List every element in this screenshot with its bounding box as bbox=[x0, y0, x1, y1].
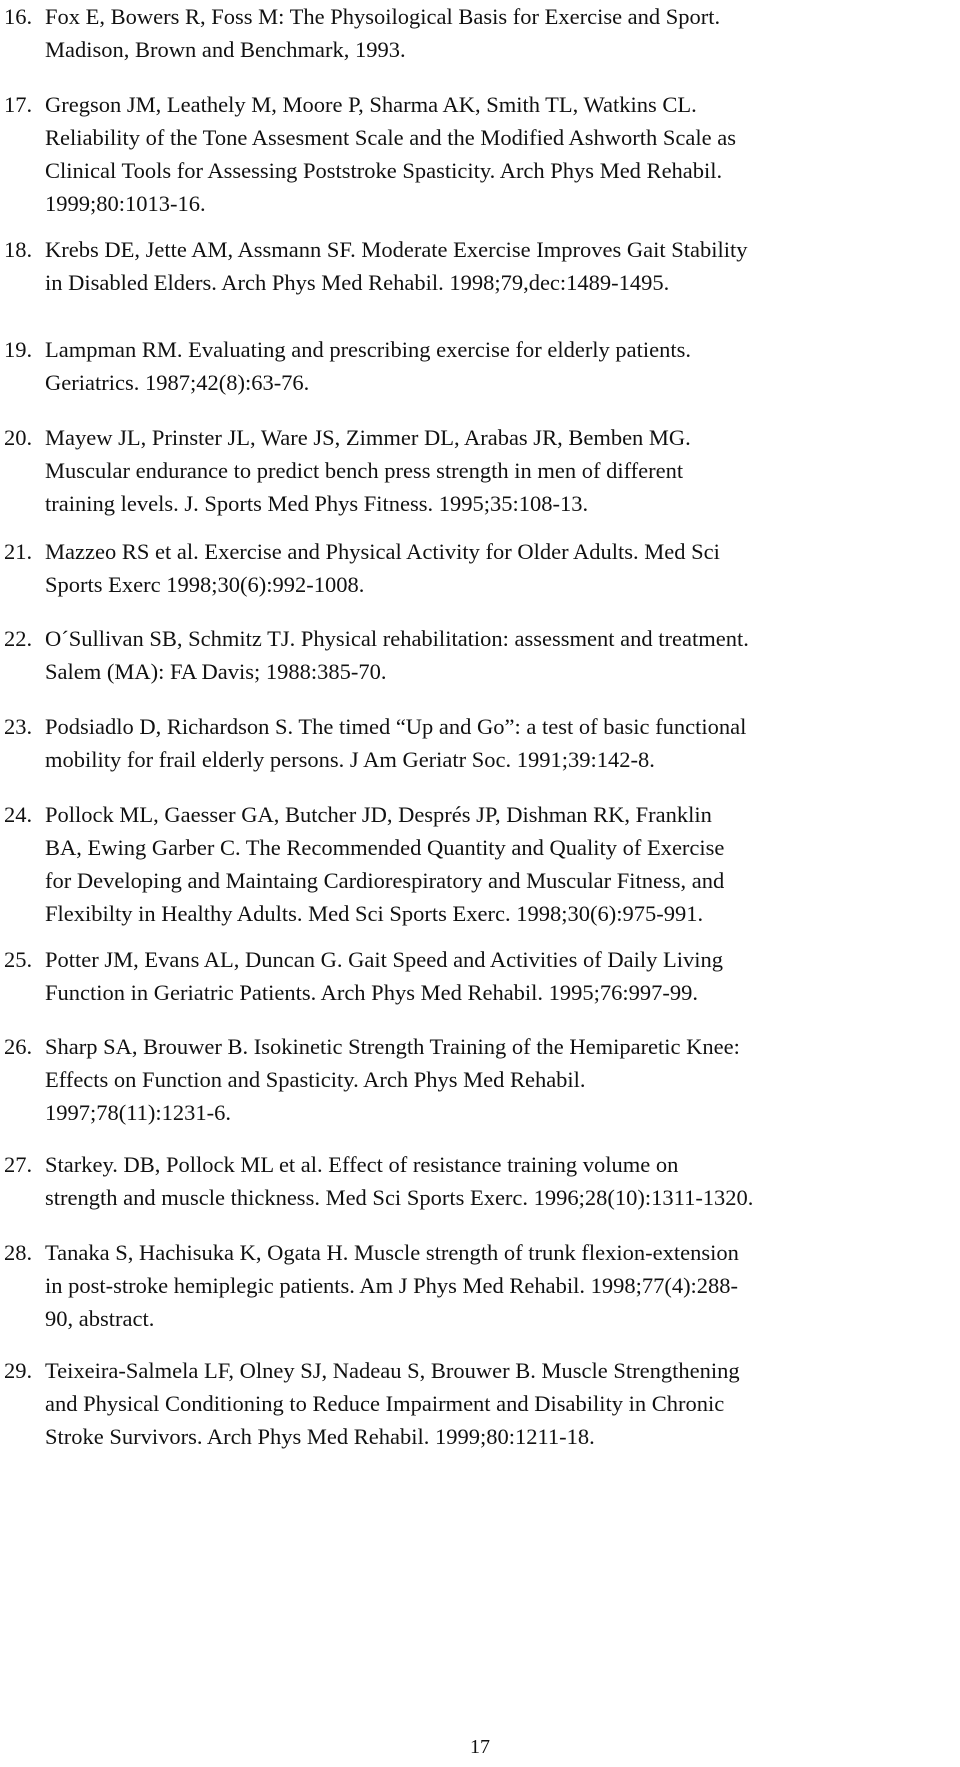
reference-text bbox=[45, 798, 954, 930]
reference-number: 21. bbox=[4, 539, 33, 564]
reference-line: Function in Geriatric Patients. Arch Phys Med Rehabil. 1995;76:997-99. bbox=[45, 980, 699, 1005]
reference-line: 90, abstract. bbox=[45, 1306, 155, 1331]
reference-text bbox=[45, 710, 954, 776]
reference-item bbox=[4, 88, 954, 220]
reference-item bbox=[4, 333, 954, 399]
reference-line: and Physical Conditioning to Reduce Impairment and Disability in Chronic bbox=[45, 1391, 725, 1416]
reference-number: 28. bbox=[4, 1240, 33, 1265]
reference-line: Starkey. DB, Pollock ML et al. Effect of resistance training volume on bbox=[45, 1152, 679, 1177]
reference-number: 23. bbox=[4, 714, 33, 739]
reference-line: Krebs DE, Jette AM, Assmann SF. Moderate Exercise Improves Gait Stability bbox=[45, 237, 748, 262]
reference-item bbox=[4, 1148, 954, 1214]
reference-number: 27. bbox=[4, 1152, 33, 1177]
reference-item bbox=[4, 1030, 954, 1129]
reference-line: Fox E, Bowers R, Foss M: The Physoilogical Basis for Exercise and Sport. bbox=[45, 4, 721, 29]
reference-line: Salem (MA): FA Davis; 1988:385-70. bbox=[45, 659, 387, 684]
reference-line: for Developing and Maintaing Cardiorespiratory and Muscular Fitness, and bbox=[45, 868, 725, 893]
reference-text bbox=[45, 88, 954, 220]
reference-number: 16. bbox=[4, 4, 33, 29]
reference-number: 22. bbox=[4, 626, 33, 651]
reference-line: Podsiadlo D, Richardson S. The timed “Up and Go”: a test of basic functional bbox=[45, 714, 747, 739]
reference-line: Tanaka S, Hachisuka K, Ogata H. Muscle strength of trunk flexion-extension bbox=[45, 1240, 739, 1265]
reference-line: Reliability of the Tone Assesment Scale and the Modified Ashworth Scale as bbox=[45, 125, 737, 150]
reference-item bbox=[4, 233, 954, 299]
reference-item bbox=[4, 943, 954, 1009]
reference-line: Sports Exerc 1998;30(6):992-1008. bbox=[45, 572, 365, 597]
reference-text bbox=[45, 943, 954, 1009]
reference-text bbox=[45, 0, 954, 66]
reference-item bbox=[4, 622, 954, 688]
reference-line: mobility for frail elderly persons. J Am Geriatr Soc. 1991;39:142-8. bbox=[45, 747, 655, 772]
reference-item bbox=[4, 710, 954, 776]
reference-text bbox=[45, 333, 954, 399]
reference-text bbox=[45, 233, 954, 299]
reference-number: 17. bbox=[4, 92, 33, 117]
reference-text bbox=[45, 1236, 954, 1335]
reference-text bbox=[45, 1354, 954, 1453]
reference-line: Stroke Survivors. Arch Phys Med Rehabil. 1999;80:1211-18. bbox=[45, 1424, 595, 1449]
reference-item bbox=[4, 1236, 954, 1335]
reference-text bbox=[45, 421, 954, 520]
reference-number: 20. bbox=[4, 425, 33, 450]
reference-line: Lampman RM. Evaluating and prescribing exercise for elderly patients. bbox=[45, 337, 692, 362]
reference-line: Flexibilty in Healthy Adults. Med Sci Sports Exerc. 1998;30(6):975-991. bbox=[45, 901, 704, 926]
reference-line: Gregson JM, Leathely M, Moore P, Sharma AK, Smith TL, Watkins CL. bbox=[45, 92, 697, 117]
reference-line: Sharp SA, Brouwer B. Isokinetic Strength Training of the Hemiparetic Knee: bbox=[45, 1034, 740, 1059]
reference-number: 29. bbox=[4, 1358, 33, 1383]
reference-line: Muscular endurance to predict bench press strength in men of different bbox=[45, 458, 684, 483]
reference-line: BA, Ewing Garber C. The Recommended Quantity and Quality of Exercise bbox=[45, 835, 725, 860]
reference-item bbox=[4, 798, 954, 930]
reference-line: Potter JM, Evans AL, Duncan G. Gait Speed and Activities of Daily Living bbox=[45, 947, 724, 972]
reference-item bbox=[4, 1354, 954, 1453]
reference-item bbox=[4, 421, 954, 520]
reference-number: 26. bbox=[4, 1034, 33, 1059]
reference-item bbox=[4, 0, 954, 66]
reference-line: strength and muscle thickness. Med Sci Sports Exerc. 1996;28(10):1311-1320. bbox=[45, 1185, 754, 1210]
reference-line: 1997;78(11):1231-6. bbox=[45, 1100, 232, 1125]
reference-line: Pollock ML, Gaesser GA, Butcher JD, Després JP, Dishman RK, Franklin bbox=[45, 802, 712, 827]
reference-line: Geriatrics. 1987;42(8):63-76. bbox=[45, 370, 310, 395]
reference-line: Effects on Function and Spasticity. Arch Phys Med Rehabil. bbox=[45, 1067, 586, 1092]
reference-number: 25. bbox=[4, 947, 33, 972]
reference-line: training levels. J. Sports Med Phys Fitness. 1995;35:108-13. bbox=[45, 491, 589, 516]
reference-text bbox=[45, 622, 954, 688]
reference-line: Clinical Tools for Assessing Poststroke Spasticity. Arch Phys Med Rehabil. bbox=[45, 158, 723, 183]
reference-number: 24. bbox=[4, 802, 33, 827]
reference-text bbox=[45, 535, 954, 601]
page-number: 17 bbox=[470, 1736, 490, 1758]
reference-line: O´Sullivan SB, Schmitz TJ. Physical rehabilitation: assessment and treatment. bbox=[45, 626, 749, 651]
reference-line: Mayew JL, Prinster JL, Ware JS, Zimmer DL, Arabas JR, Bemben MG. bbox=[45, 425, 691, 450]
reference-number: 19. bbox=[4, 337, 33, 362]
reference-line: Madison, Brown and Benchmark, 1993. bbox=[45, 37, 406, 62]
reference-line: Teixeira-Salmela LF, Olney SJ, Nadeau S, Brouwer B. Muscle Strengthening bbox=[45, 1358, 740, 1383]
reference-line: Mazzeo RS et al. Exercise and Physical Activity for Older Adults. Med Sci bbox=[45, 539, 720, 564]
reference-line: in Disabled Elders. Arch Phys Med Rehabil. 1998;79,dec:1489-1495. bbox=[45, 270, 670, 295]
reference-text bbox=[45, 1148, 954, 1214]
reference-item bbox=[4, 535, 954, 601]
reference-number: 18. bbox=[4, 237, 33, 262]
reference-line: in post-stroke hemiplegic patients. Am J Phys Med Rehabil. 1998;77(4):288- bbox=[45, 1273, 739, 1298]
reference-text bbox=[45, 1030, 954, 1129]
reference-line: 1999;80:1013-16. bbox=[45, 191, 206, 216]
